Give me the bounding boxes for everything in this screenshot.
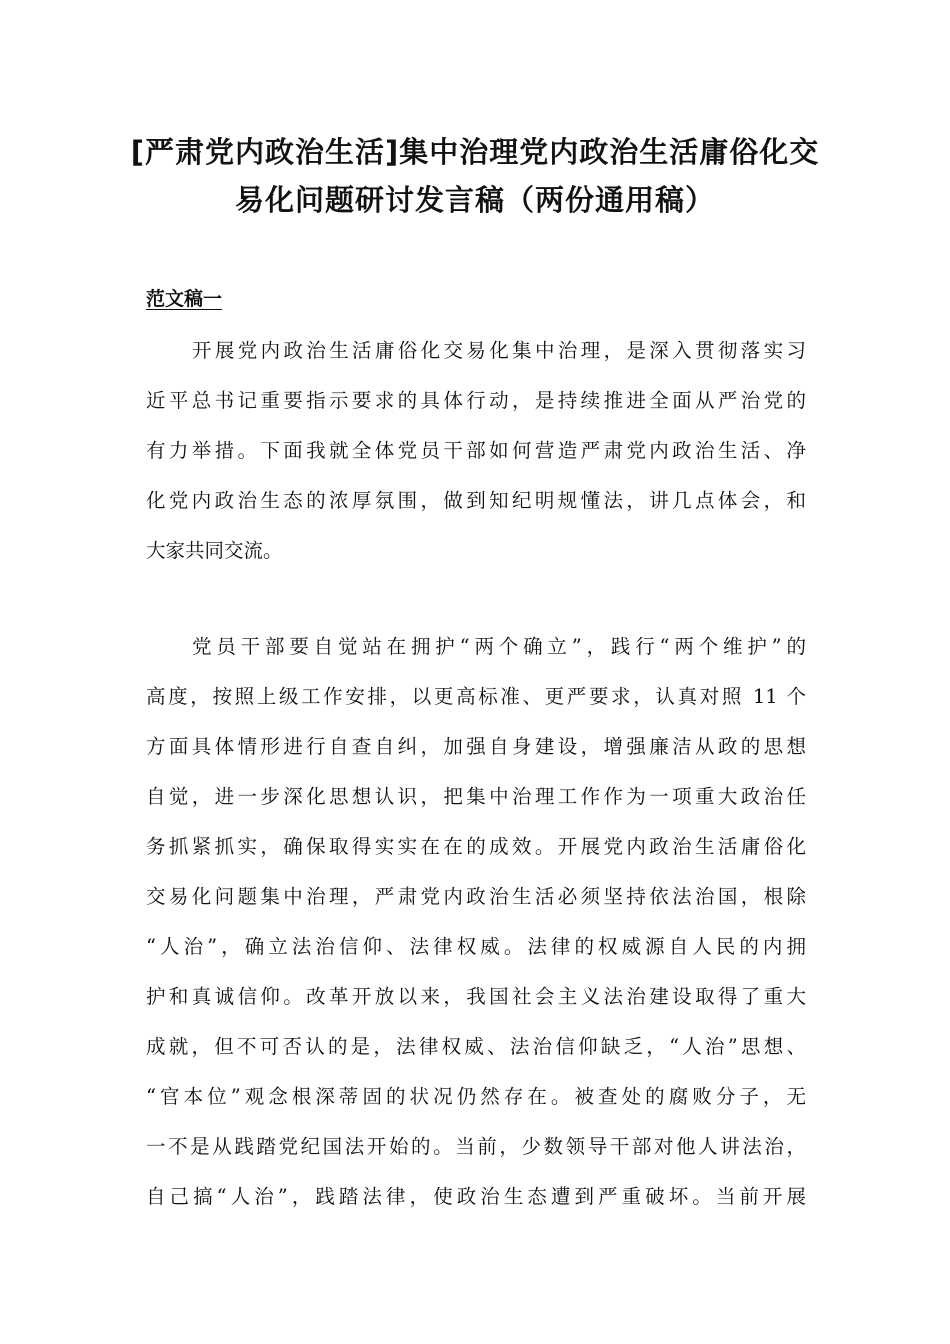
- paragraph-line: 方面具体情形进行自查自纠，加强自身建设，增强廉洁从政的思想: [146, 735, 806, 758]
- paragraph-line: 一不是从践踏党纪国法开始的。当前，少数领导干部对他人讲法治，: [146, 1135, 806, 1158]
- paragraph-line: 党员干部要自觉站在拥护“两个确立”，践行“两个维护”的: [192, 635, 806, 658]
- paragraph-line: 化党内政治生态的浓厚氛围，做到知纪明规懂法，讲几点体会，和: [146, 489, 806, 512]
- paragraph-2: [146, 622, 806, 1222]
- paragraph-line: “人治”，确立法治信仰、法律权威。法律的权威源自人民的内拥: [146, 935, 806, 958]
- paragraph-line: 有力举措。下面我就全体党员干部如何营造严肃党内政治生活、净: [146, 439, 806, 462]
- paragraph-line: 高度，按照上级工作安排，以更高标准、更严要求，认真对照 11 个: [146, 685, 806, 708]
- document-title-line-1: [严肃党内政治生活]集中治理党内政治生活庸俗化交: [130, 135, 820, 169]
- paragraph-line: 自己搞“人治”，践踏法律，使政治生态遭到严重破坏。当前开展: [146, 1185, 806, 1208]
- document-title-line-2: 易化问题研讨发言稿（两份通用稿）: [234, 183, 715, 217]
- paragraph-line: 交易化问题集中治理，严肃党内政治生活必须坚持依法治国，根除: [146, 885, 806, 908]
- paragraph-line: 开展党内政治生活庸俗化交易化集中治理，是深入贯彻落实习: [192, 339, 806, 362]
- paragraph-line: 护和真诚信仰。改革开放以来，我国社会主义法治建设取得了重大: [146, 985, 806, 1008]
- paragraph-line: 大家共同交流。: [146, 539, 283, 562]
- paragraph-line: 成就，但不可否认的是，法律权威、法治信仰缺乏，“人治”思想、: [146, 1035, 806, 1058]
- paragraph-1: [146, 326, 806, 576]
- paragraph-line: “官本位”观念根深蒂固的状况仍然存在。被查处的腐败分子，无: [146, 1085, 806, 1108]
- paragraph-line: 自觉，进一步深化思想认识，把集中治理工作作为一项重大政治任: [146, 785, 806, 808]
- paragraph-line: 务抓紧抓实，确保取得实实在在的成效。开展党内政治生活庸俗化: [146, 835, 806, 858]
- paragraph-line: 近平总书记重要指示要求的具体行动，是持续推进全面从严治党的: [146, 389, 806, 412]
- section-heading: 范文稿一: [146, 288, 223, 310]
